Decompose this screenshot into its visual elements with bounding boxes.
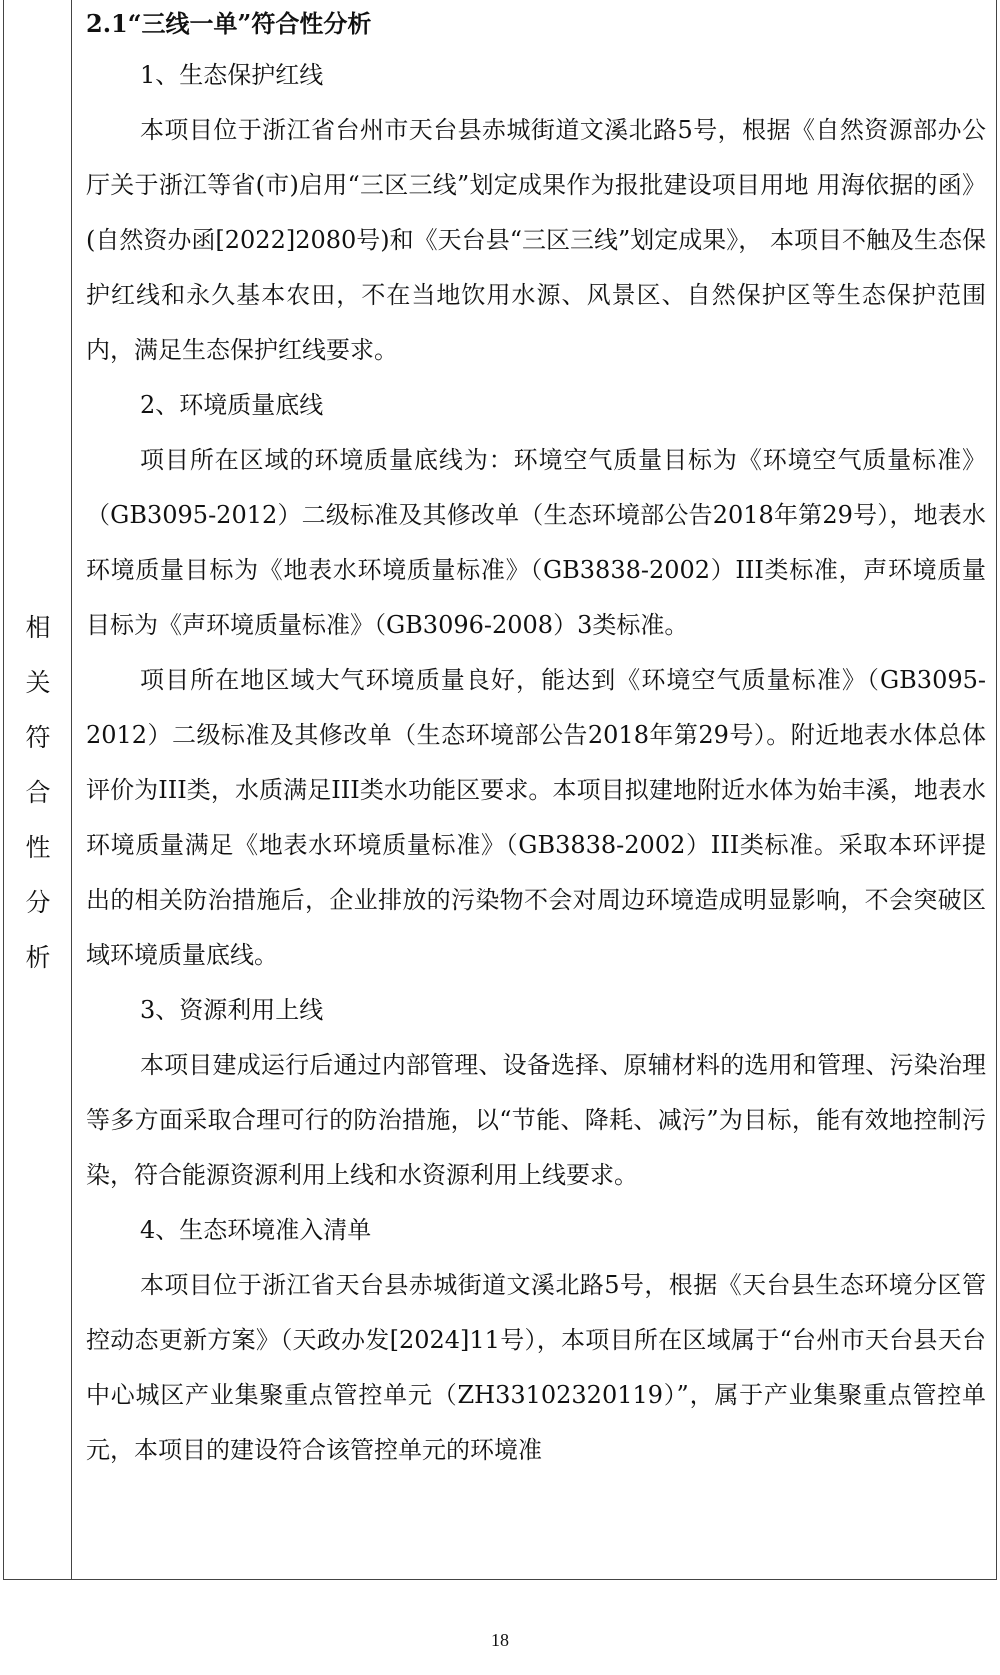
row-label-char: 分 <box>25 888 51 917</box>
table-label-column <box>4 0 72 1579</box>
paragraph-environmental-status: 项目所在地区域大气环境质量良好，能达到《环境空气质量标准》（GB3095-2012）二级标准及其修改单（生态环境部公告2018年第29号）。附近地表水体总体评价为III类，水质满足III类水功能区要求。本项目拟建地附近水体为始丰溪，地表水环境质量满足《地表水环境质量标准》（GB3838-2002）III类标准。采取本环评提出的相关防治措施后，企业排放的污染物不会对周边环境造成明显影响，不会突破区域环境质量底线。 <box>86 666 986 969</box>
subsection-title-environmental-baseline: 2、环境质量底线 <box>140 391 324 419</box>
table-content-column <box>86 0 986 1478</box>
paragraph-resource-ceiling: 本项目建成运行后通过内部管理、设备选择、原辅材料的选用和管理、污染治理等多方面采取合理可行的防治措施，以“节能、降耗、减污”为目标，能有效地控制污染，符合能源资源利用上线和水资源利用上线要求。 <box>86 1051 986 1189</box>
row-label-char: 符 <box>25 723 51 752</box>
page-number: 18 <box>491 1630 509 1650</box>
analysis-table <box>3 0 997 1580</box>
row-label-char: 合 <box>25 778 51 807</box>
row-label-char: 析 <box>25 943 51 972</box>
paragraph-ecological-redline: 本项目位于浙江省台州市天台县赤城街道文溪北路5号，根据《自然资源部办公厅关于浙江等省(市)启用“三区三线”划定成果作为报批建设项目用地 用海依据的函》(自然资办函[2022]2080号)和《天台县“三区三线”划定成果》， 本项目不触及生态保护红线和永久基本农田，不在当地饮用水源、风景区、自然保护区等生态保护范围内，满足生态保护红线要求。 <box>86 116 986 364</box>
subsection-title-resource-ceiling: 3、资源利用上线 <box>140 996 324 1024</box>
row-label <box>4 600 72 985</box>
row-label-char: 性 <box>25 833 51 862</box>
row-label-char: 相 <box>25 613 51 642</box>
subsection-title-access-list: 4、生态环境准入清单 <box>140 1216 372 1244</box>
paragraph-access-list: 本项目位于浙江省天台县赤城街道文溪北路5号，根据《天台县生态环境分区管控动态更新方案》（天政办发[2024]11号），本项目所在区域属于“台州市天台县天台中心城区产业集聚重点管控单元（ZH33102320119）”，属于产业集聚重点管控单元，本项目的建设符合该管控单元的环境准 <box>86 1271 986 1464</box>
paragraph-environmental-targets: 项目所在区域的环境质量底线为：环境空气质量目标为《环境空气质量标准》（GB3095-2012）二级标准及其修改单（生态环境部公告2018年第29号），地表水环境质量目标为《地表水环境质量标准》（GB3838-2002）III类标准，声环境质量目标为《声环境质量标准》（GB3096-2008）3类标准。 <box>86 446 986 639</box>
row-label-char: 关 <box>25 668 51 697</box>
subsection-title-ecological-redline: 1、生态保护红线 <box>140 61 324 89</box>
section-heading: 2.1“三线一单”符合性分析 <box>86 9 372 38</box>
